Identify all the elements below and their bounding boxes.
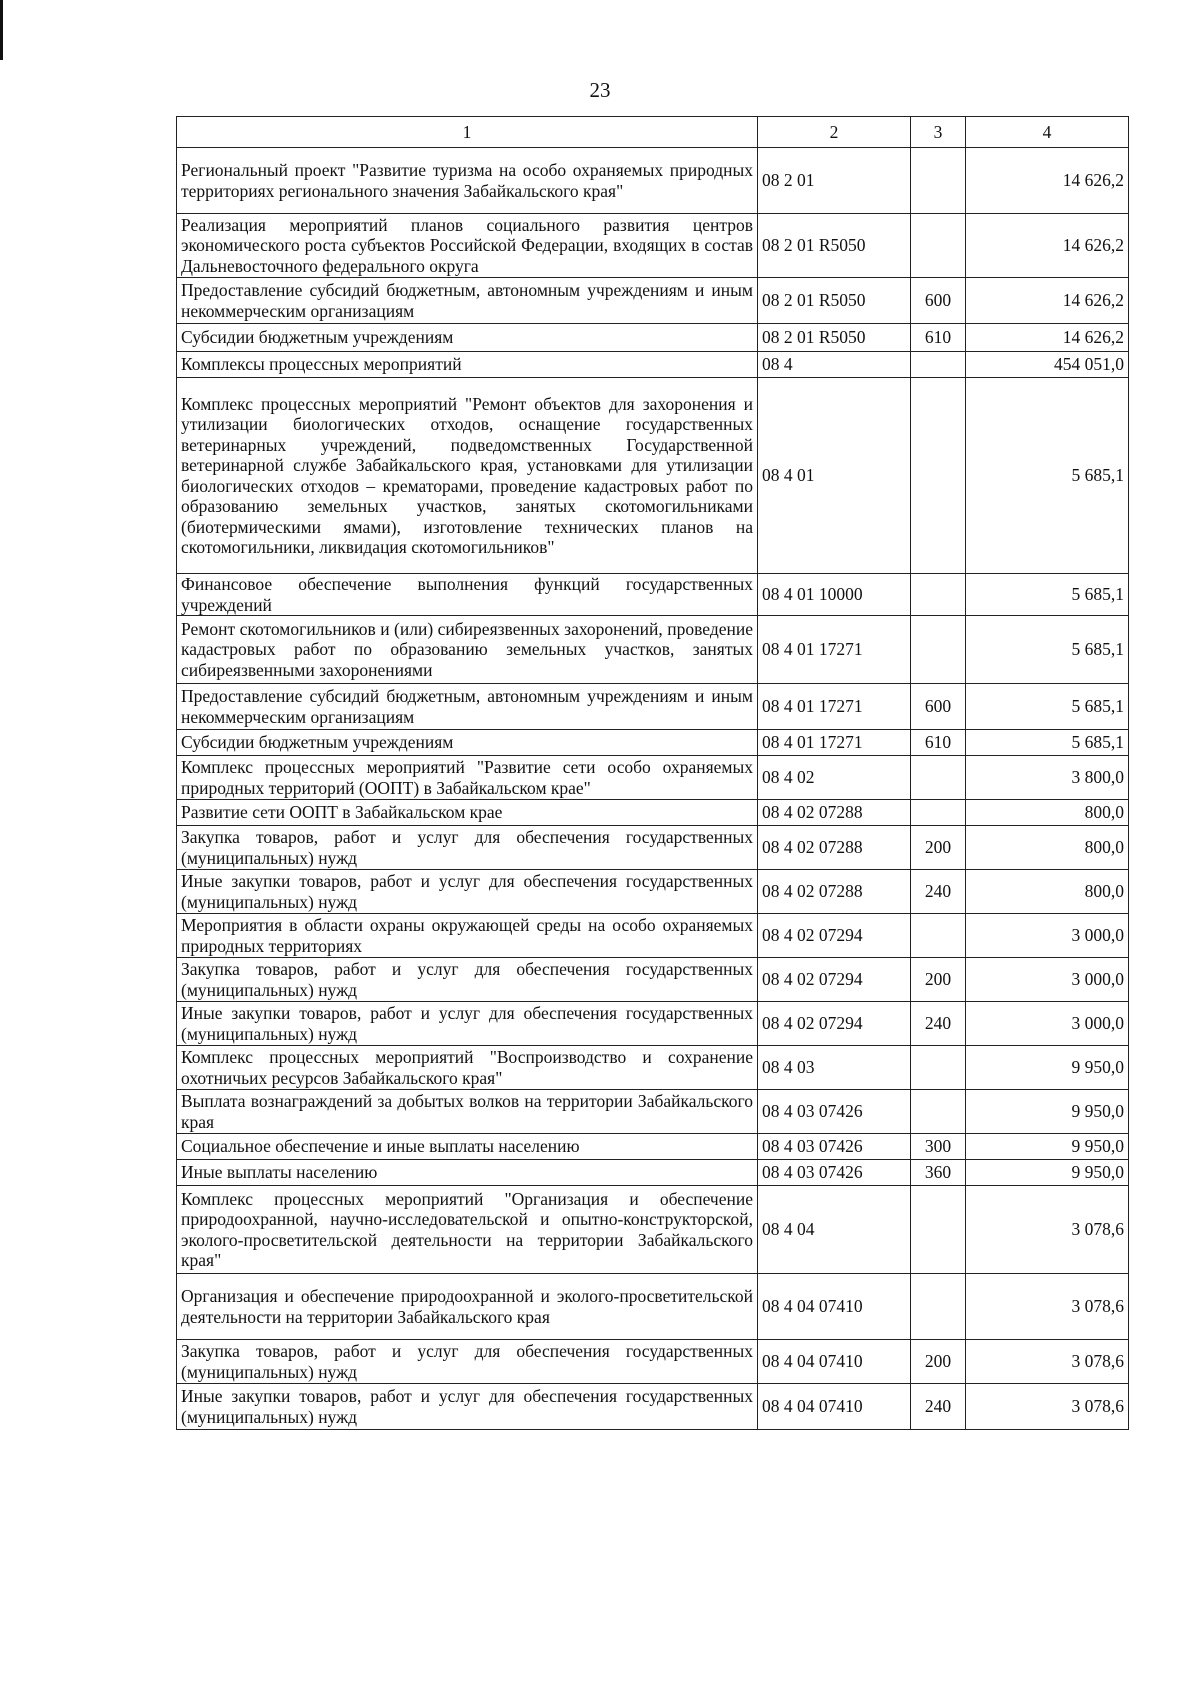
row-code-cell: 08 4 02 07294 (758, 914, 911, 958)
row-sum-cell: 14 626,2 (966, 278, 1129, 324)
table-row (177, 616, 1129, 684)
row-sum-cell: 5 685,1 (966, 616, 1129, 684)
row-code-cell: 08 4 03 (758, 1046, 911, 1090)
row-expense-type-cell: 200 (911, 826, 966, 870)
budget-table (176, 116, 1129, 1430)
header-col-4: 4 (966, 117, 1129, 148)
row-code-cell: 08 4 03 07426 (758, 1134, 911, 1160)
row-expense-type-cell: 300 (911, 1134, 966, 1160)
row-sum-cell: 3 000,0 (966, 1002, 1129, 1046)
row-sum-cell: 9 950,0 (966, 1160, 1129, 1186)
row-expense-type-cell (911, 352, 966, 378)
row-expense-type-cell (911, 214, 966, 278)
row-expense-type-cell (911, 1186, 966, 1274)
row-sum-cell: 14 626,2 (966, 214, 1129, 278)
row-code-cell: 08 4 01 (758, 378, 911, 574)
row-name-cell: Развитие сети ООПТ в Забайкальском крае (177, 800, 758, 826)
row-expense-type-cell: 240 (911, 870, 966, 914)
row-name-cell: Социальное обеспечение и иные выплаты населению (177, 1134, 758, 1160)
row-code-cell: 08 4 04 (758, 1186, 911, 1274)
row-expense-type-cell: 610 (911, 730, 966, 756)
table-row (177, 1134, 1129, 1160)
row-expense-type-cell: 200 (911, 1340, 966, 1384)
row-code-cell: 08 4 04 07410 (758, 1384, 911, 1430)
table-row (177, 1384, 1129, 1430)
table-header-row (177, 117, 1129, 148)
row-code-cell: 08 4 01 17271 (758, 684, 911, 730)
row-name-cell: Комплекс процессных мероприятий "Развитие сети особо охраняемых природных территорий (ООПТ) в Забайкальском крае" (177, 756, 758, 800)
row-code-cell: 08 4 01 10000 (758, 574, 911, 616)
row-sum-cell: 3 078,6 (966, 1384, 1129, 1430)
row-code-cell: 08 4 02 07288 (758, 870, 911, 914)
row-expense-type-cell: 360 (911, 1160, 966, 1186)
row-sum-cell: 14 626,2 (966, 148, 1129, 214)
table-row (177, 278, 1129, 324)
row-name-cell: Комплексы процессных мероприятий (177, 352, 758, 378)
row-code-cell: 08 4 (758, 352, 911, 378)
row-sum-cell: 9 950,0 (966, 1046, 1129, 1090)
row-sum-cell: 3 078,6 (966, 1186, 1129, 1274)
row-sum-cell: 3 000,0 (966, 914, 1129, 958)
row-code-cell: 08 4 04 07410 (758, 1274, 911, 1340)
row-code-cell: 08 4 03 07426 (758, 1160, 911, 1186)
table-row (177, 730, 1129, 756)
row-sum-cell: 800,0 (966, 800, 1129, 826)
header-col-1: 1 (177, 117, 758, 148)
table-row (177, 148, 1129, 214)
table-row (177, 214, 1129, 278)
table-row (177, 1046, 1129, 1090)
row-code-cell: 08 4 03 07426 (758, 1090, 911, 1134)
row-expense-type-cell (911, 756, 966, 800)
row-expense-type-cell: 240 (911, 1002, 966, 1046)
row-name-cell: Предоставление субсидий бюджетным, автономным учреждениям и иным некоммерческим организациям (177, 684, 758, 730)
table-row (177, 914, 1129, 958)
row-expense-type-cell: 240 (911, 1384, 966, 1430)
row-name-cell: Иные закупки товаров, работ и услуг для обеспечения государственных (муниципальных) нужд (177, 1384, 758, 1430)
row-sum-cell: 800,0 (966, 826, 1129, 870)
row-expense-type-cell: 610 (911, 324, 966, 352)
row-expense-type-cell: 600 (911, 278, 966, 324)
row-code-cell: 08 4 02 (758, 756, 911, 800)
row-sum-cell: 14 626,2 (966, 324, 1129, 352)
table-row (177, 958, 1129, 1002)
header-col-2: 2 (758, 117, 911, 148)
row-name-cell: Реализация мероприятий планов социального развития центров экономического роста субъектов Российской Федерации, входящих в состав Дальневосточного федерального округа (177, 214, 758, 278)
table-row (177, 1090, 1129, 1134)
row-expense-type-cell (911, 914, 966, 958)
row-name-cell: Выплата вознаграждений за добытых волков на территории Забайкальского края (177, 1090, 758, 1134)
table-row (177, 352, 1129, 378)
row-code-cell: 08 2 01 R5050 (758, 214, 911, 278)
row-sum-cell: 9 950,0 (966, 1134, 1129, 1160)
row-name-cell: Субсидии бюджетным учреждениям (177, 730, 758, 756)
row-name-cell: Закупка товаров, работ и услуг для обеспечения государственных (муниципальных) нужд (177, 1340, 758, 1384)
table-row (177, 1340, 1129, 1384)
row-code-cell: 08 2 01 R5050 (758, 324, 911, 352)
row-sum-cell: 3 000,0 (966, 958, 1129, 1002)
table-row (177, 826, 1129, 870)
row-sum-cell: 454 051,0 (966, 352, 1129, 378)
table-row (177, 1002, 1129, 1046)
row-expense-type-cell: 200 (911, 958, 966, 1002)
row-expense-type-cell (911, 1090, 966, 1134)
row-name-cell: Мероприятия в области охраны окружающей среды на особо охраняемых природных территориях (177, 914, 758, 958)
row-name-cell: Региональный проект "Развитие туризма на особо охраняемых природных территориях регионального значения Забайкальского края" (177, 148, 758, 214)
row-expense-type-cell (911, 574, 966, 616)
row-name-cell: Финансовое обеспечение выполнения функций государственных учреждений (177, 574, 758, 616)
row-expense-type-cell: 600 (911, 684, 966, 730)
row-name-cell: Закупка товаров, работ и услуг для обеспечения государственных (муниципальных) нужд (177, 826, 758, 870)
row-name-cell: Иные закупки товаров, работ и услуг для обеспечения государственных (муниципальных) нужд (177, 870, 758, 914)
row-code-cell: 08 2 01 R5050 (758, 278, 911, 324)
page-number: 23 (589, 78, 611, 102)
row-expense-type-cell (911, 1274, 966, 1340)
row-sum-cell: 5 685,1 (966, 684, 1129, 730)
row-sum-cell: 3 078,6 (966, 1274, 1129, 1340)
row-expense-type-cell (911, 148, 966, 214)
table-row (177, 1186, 1129, 1274)
row-name-cell: Ремонт скотомогильников и (или) сибиреязвенных захоронений, проведение кадастровых работ по образованию земельных участков, занятых сибиреязвенными захоронениями (177, 616, 758, 684)
row-expense-type-cell (911, 800, 966, 826)
row-code-cell: 08 4 02 07294 (758, 1002, 911, 1046)
row-sum-cell: 5 685,1 (966, 730, 1129, 756)
row-name-cell: Иные выплаты населению (177, 1160, 758, 1186)
row-name-cell: Закупка товаров, работ и услуг для обеспечения государственных (муниципальных) нужд (177, 958, 758, 1002)
row-name-cell: Комплекс процессных мероприятий "Воспроизводство и сохранение охотничьих ресурсов Забайкальского края" (177, 1046, 758, 1090)
row-name-cell: Комплекс процессных мероприятий "Ремонт объектов для захоронения и утилизации биологических отходов, оснащение государственных ветеринарных учреждений, подведомственных Государственной ветеринарной службе Забайкальского края, установками для утилизации биологических отходов – крематорами, проведение кадастровых работ по образованию земельных участков, занятых скотомогильниками (биотермическими ямами), изготовление технических планов на скотомогильники, ликвидация скотомогильников" (177, 378, 758, 574)
table-row (177, 870, 1129, 914)
row-expense-type-cell (911, 616, 966, 684)
row-code-cell: 08 4 02 07288 (758, 800, 911, 826)
row-name-cell: Комплекс процессных мероприятий "Организация и обеспечение природоохранной, научно-исследовательской и опытно-конструкторской, эколого-просветительской деятельности на территории Забайкальского края" (177, 1186, 758, 1274)
row-expense-type-cell (911, 378, 966, 574)
row-name-cell: Субсидии бюджетным учреждениям (177, 324, 758, 352)
row-sum-cell: 9 950,0 (966, 1090, 1129, 1134)
table-row (177, 1160, 1129, 1186)
table-row (177, 800, 1129, 826)
row-sum-cell: 5 685,1 (966, 378, 1129, 574)
row-expense-type-cell (911, 1046, 966, 1090)
header-col-3: 3 (911, 117, 966, 148)
row-name-cell: Предоставление субсидий бюджетным, автономным учреждениям и иным некоммерческим организациям (177, 278, 758, 324)
row-sum-cell: 3 800,0 (966, 756, 1129, 800)
row-sum-cell: 800,0 (966, 870, 1129, 914)
table-row (177, 684, 1129, 730)
scan-edge-mark (0, 0, 3, 60)
row-code-cell: 08 4 02 07294 (758, 958, 911, 1002)
row-code-cell: 08 4 01 17271 (758, 730, 911, 756)
row-code-cell: 08 4 01 17271 (758, 616, 911, 684)
table-row (177, 756, 1129, 800)
row-sum-cell: 5 685,1 (966, 574, 1129, 616)
row-name-cell: Организация и обеспечение природоохранной и эколого-просветительской деятельности на территории Забайкальского края (177, 1274, 758, 1340)
table-row (177, 1274, 1129, 1340)
row-code-cell: 08 2 01 (758, 148, 911, 214)
row-sum-cell: 3 078,6 (966, 1340, 1129, 1384)
table-row (177, 324, 1129, 352)
table-row (177, 378, 1129, 574)
row-code-cell: 08 4 04 07410 (758, 1340, 911, 1384)
table-row (177, 574, 1129, 616)
row-name-cell: Иные закупки товаров, работ и услуг для обеспечения государственных (муниципальных) нужд (177, 1002, 758, 1046)
row-code-cell: 08 4 02 07288 (758, 826, 911, 870)
